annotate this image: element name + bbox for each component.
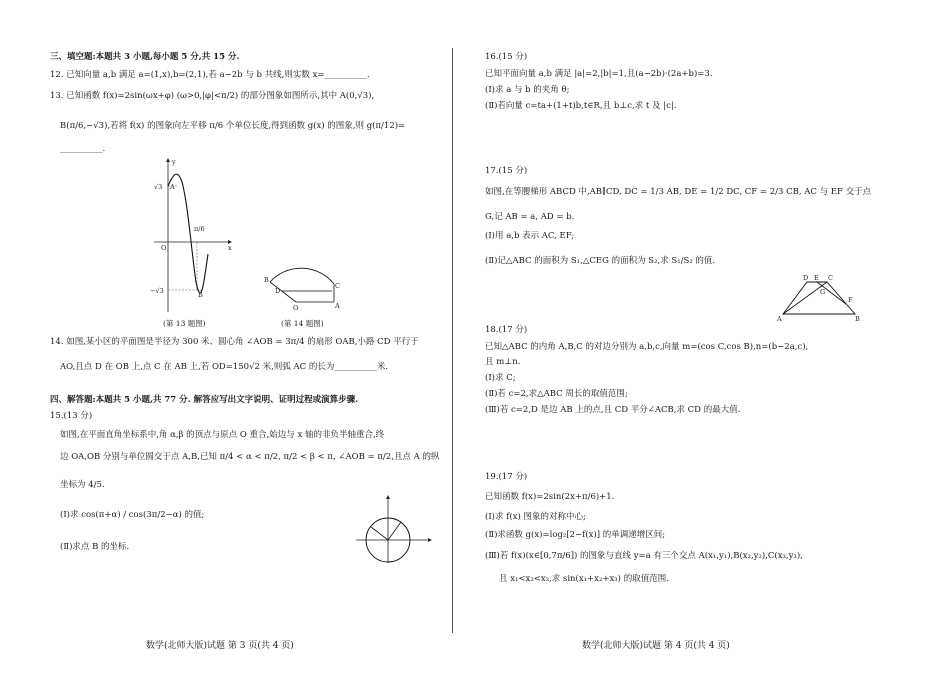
fig13-point-a: A: [170, 183, 175, 191]
question-12: 12. 已知向量 a,b 满足 a=(1,x),b=(2,1),若 a−2b 与 b 共线,则实数 x=__________.: [50, 70, 370, 80]
question-17-line2: G,记 AB = a, AD = b.: [485, 212, 575, 222]
question-15-head: 15.(13 分): [50, 411, 93, 421]
fig13-neg-sqrt3-label: −√3: [150, 287, 164, 295]
figure-17-trapezoid: [773, 272, 863, 322]
question-18-part3: (Ⅲ)若 c=2,D 是边 AB 上的点,且 CD 平分∠ACB,求 CD 的最大值.: [485, 405, 741, 415]
question-16-head: 16.(15 分): [485, 52, 528, 62]
fig17-point-g: G: [820, 288, 826, 296]
page-4: [475, 0, 950, 688]
page-3-footer: 数学(北师大版)试题 第 3 页(共 4 页): [146, 641, 294, 651]
fig17-point-c: C: [828, 274, 833, 282]
figure-14-sector: [262, 262, 346, 312]
question-16-part1: (Ⅰ)求 a 与 b 的夹角 θ;: [485, 85, 570, 95]
fig17-point-a: A: [777, 315, 782, 323]
question-13-line2: B(π/6,−√3),若将 f(x) 的图象向左平移 π/6 个单位长度,得到函数 g(x) 的图象,则 g(π/12)=: [60, 121, 406, 131]
section4-heading: 四、解答题:本题共 5 小题,共 77 分. 解答应写出文字说明、证明过程或演算步骤.: [50, 395, 359, 405]
fig14-point-a: A: [335, 302, 340, 310]
question-13-line1: 13. 已知函数 f(x)=2sin(ωx+φ) (ω>0,|φ|<π/2) 的部分图象如图所示,其中 A(0,√3),: [50, 91, 375, 101]
fig14-point-d: D: [275, 287, 281, 295]
fig17-point-f: F: [848, 296, 853, 304]
section3-heading: 三、填空题:本题共 3 小题,每小题 5 分,共 15 分.: [50, 52, 240, 62]
question-19-line1: 已知函数 f(x)=2sin(2x+π/6)+1.: [485, 492, 615, 502]
question-15-part1: (Ⅰ)求 cos(π+α) / cos(3π/2−α) 的值;: [60, 510, 205, 520]
fig13-pi6-label: π/6: [194, 225, 205, 233]
fig17-point-b: B: [855, 315, 860, 323]
question-17-line1: 如图,在等腰梯形 ABCD 中,AB∥CD, DC = 1/3 AB, DE = 1/2 DC, CF = 2/3 CB, AC 与 EF 交于点: [485, 187, 872, 197]
fig14-point-b: B: [264, 276, 269, 284]
question-19-part3-continued: 且 x₁<x₂<x₃,求 sin(x₁+x₂+x₃) 的取值范围.: [499, 574, 669, 584]
question-19-part1: (Ⅰ)求 f(x) 图象的对称中心;: [485, 512, 586, 522]
fig13-x-label: x: [228, 244, 232, 252]
question-17-part1: (Ⅰ)用 a,b 表示 AC, EF;: [485, 231, 575, 241]
page-4-footer: 数学(北师大版)试题 第 4 页(共 4 页): [582, 641, 730, 651]
question-17-head: 17.(15 分): [485, 166, 528, 176]
question-17-part2: (Ⅱ)记△ABC 的面积为 S₁,△CEG 的面积为 S₂,求 S₁/S₂ 的值.: [485, 256, 716, 266]
question-19-head: 19.(17 分): [485, 472, 528, 482]
fig14-point-c: C: [335, 282, 340, 290]
question-18-part2: (Ⅱ)若 c=2,求△ABC 周长的取值范围;: [485, 389, 628, 399]
fig13-y-label: y: [172, 158, 176, 166]
question-16-part2: (Ⅱ)若向量 c=ta+(1+t)b,t∈R,且 b⊥c,求 t 及 |c|.: [485, 101, 677, 111]
figure-15-unit-circle: [352, 495, 434, 563]
fig17-point-d: D: [803, 274, 809, 282]
question-18-part1: (Ⅰ)求 C;: [485, 373, 516, 383]
figure-13-graph: [150, 156, 240, 314]
question-18-line1: 已知△ABC 的内角 A,B,C 的对边分别为 a,b,c,向量 m=(cos C,cos B),n=(b−2a,c),: [485, 342, 809, 352]
question-15-line1: 如图,在平面直角坐标系中,角 α,β 的顶点与原点 O 重合,始边与 x 轴的非负半轴重合,终: [60, 430, 385, 440]
figure-14-caption: (第 14 题图): [281, 319, 324, 328]
question-15-line2: 边 OA,OB 分别与单位圆交于点 A,B,已知 π/4 < α < π/2, π/2 < β < π, ∠AOB = π/2,且点 A 的纵: [60, 452, 440, 462]
question-18-line2: 且 m⊥n.: [485, 357, 521, 367]
question-16-line1: 已知平面向量 a,b 满足 |a|=2,|b|=1,且(a−2b)·(2a+b)=3.: [485, 69, 713, 79]
fig13-sqrt3-label: √3: [154, 183, 163, 191]
fig13-origin-label: O: [161, 244, 167, 252]
question-14-line2: AO,且点 D 在 OB 上,点 C 在 AB 上,若 OD=150√2 米,则弧 AC 的长为__________米.: [60, 362, 389, 372]
figure-13-caption: (第 13 题图): [163, 319, 206, 328]
question-13-line3: __________.: [60, 144, 106, 154]
question-19-part3: (Ⅲ)若 f(x)(x∈[0,7π/6]) 的图象与直线 y=a 有三个交点 A(x₁,y₁),B(x₂,y₂),C(x₃,y₃),: [485, 551, 803, 561]
fig14-point-o: O: [293, 304, 299, 312]
question-19-part2: (Ⅱ)求函数 g(x)=log₂[2−f(x)] 的单调递增区间;: [485, 530, 666, 540]
question-14-line1: 14. 如图,某小区的平面图是半径为 300 米、圆心角 ∠AOB = 3π/4 的扇形 OAB,小路 CD 平行于: [50, 337, 419, 347]
question-15-part2: (Ⅱ)求点 B 的坐标.: [60, 542, 130, 552]
question-15-line3: 坐标为 4/5.: [60, 480, 105, 490]
fig17-point-e: E: [814, 274, 819, 282]
fig13-point-b: B: [198, 291, 203, 299]
question-18-head: 18.(17 分): [485, 325, 528, 335]
